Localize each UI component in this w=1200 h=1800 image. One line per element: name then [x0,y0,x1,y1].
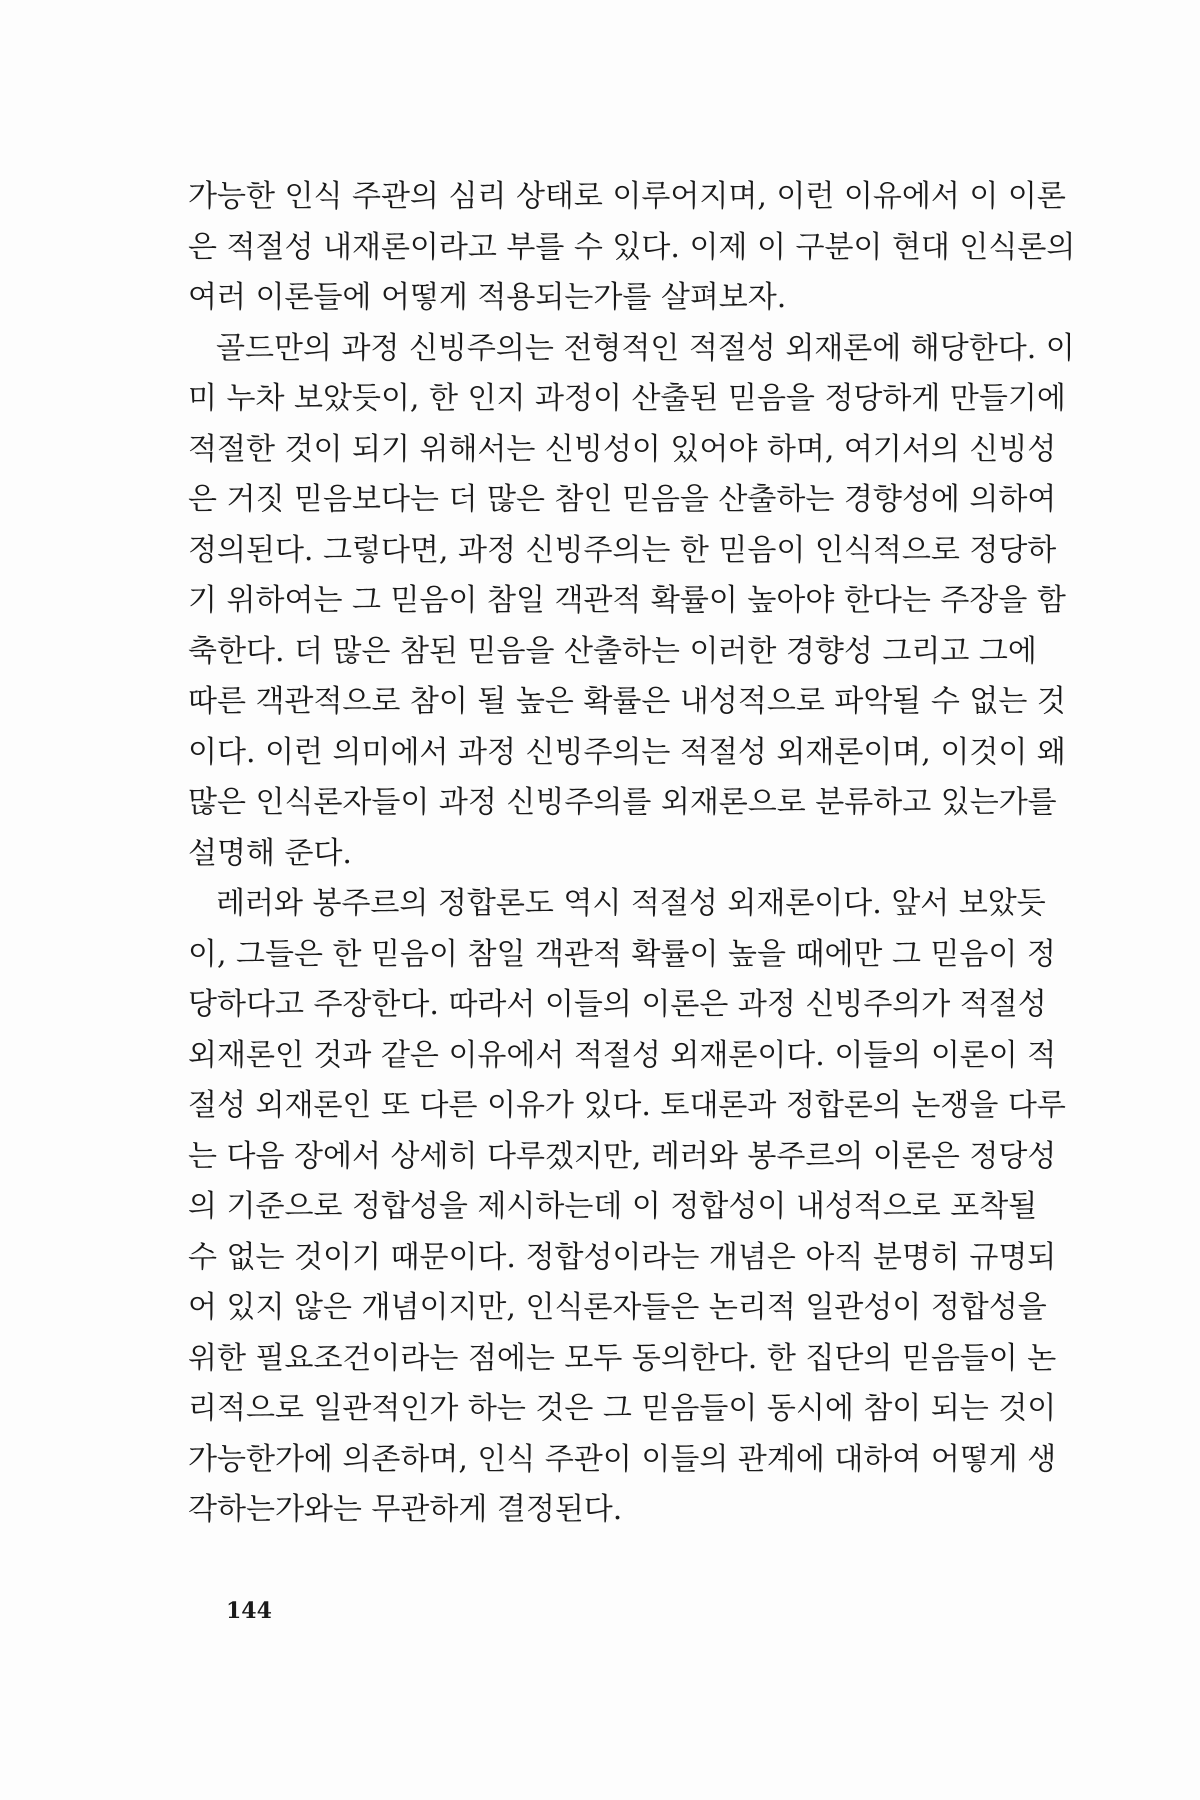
text-line: 의 기준으로 정합성을 제시하는데 이 정합성이 내성적으로 포착될 [188,1189,1038,1224]
text-line: 어 있지 않은 개념이지만, 인식론자들은 논리적 일관성이 정합성을 [188,1290,1047,1325]
text-line: 레러와 봉주르의 정합론도 역시 적절성 외재론이다. 앞서 보았듯 [216,886,1046,921]
text-line: 따른 객관적으로 참이 될 높은 확률은 내성적으로 파악될 수 없는 것 [188,684,1066,719]
text-line: 여러 이론들에 어떻게 적용되는가를 살펴보자. [188,280,787,315]
text-line: 설명해 준다. [188,835,352,871]
text-line: 기 위하여는 그 믿음이 참일 객관적 확률이 높아야 한다는 주장을 함 [188,583,1066,618]
text-line: 절성 외재론인 또 다른 이유가 있다. 토대론과 정합론의 논쟁을 다루 [188,1088,1066,1123]
body-text [188,172,1076,1536]
text-line: 미 누차 보았듯이, 한 인지 과정이 산출된 믿음을 정당하게 만들기에 [188,381,1066,416]
paragraph-1 [188,172,1076,324]
paragraph-3 [188,879,1066,1536]
text-line: 외재론인 것과 같은 이유에서 적절성 외재론이다. 이들의 이론이 적 [188,1037,1057,1073]
text-line: 는 다음 장에서 상세히 다루겠지만, 레러와 봉주르의 이론은 정당성 [188,1138,1057,1174]
text-line: 위한 필요조건이라는 점에는 모두 동의한다. 한 집단의 믿음들이 논 [188,1340,1057,1376]
text-line: 은 적절성 내재론이라고 부를 수 있다. 이제 이 구분이 현대 인식론의 [188,229,1076,265]
text-line: 적절한 것이 되기 위해서는 신빙성이 있어야 하며, 여기서의 신빙성 [188,431,1057,467]
text-line: 수 없는 것이기 때문이다. 정합성이라는 개념은 아직 분명히 규명되 [188,1239,1057,1275]
text-line: 가능한가에 의존하며, 인식 주관이 이들의 관계에 대하여 어떻게 생 [188,1441,1057,1477]
page-number: 144 [226,1598,272,1624]
text-line: 리적으로 일관적인가 하는 것은 그 믿음들이 동시에 참이 되는 것이 [188,1391,1057,1426]
text-line: 골드만의 과정 신빙주의는 전형적인 적절성 외재론에 해당한다. 이 [216,330,1075,366]
text-line: 은 거짓 믿음보다는 더 많은 참인 믿음을 산출하는 경향성에 의하여 [188,482,1057,517]
text-line: 당하다고 주장한다. 따라서 이들의 이론은 과정 신빙주의가 적절성 [188,987,1047,1022]
text-line: 이다. 이런 의미에서 과정 신빙주의는 적절성 외재론이며, 이것이 왜 [188,734,1066,770]
text-line: 각하는가와는 무관하게 결정된다. [188,1492,623,1527]
text-line: 가능한 인식 주관의 심리 상태로 이루어지며, 이런 이유에서 이 이론 [188,179,1066,214]
text-line: 축한다. 더 많은 참된 믿음을 산출하는 이러한 경향성 그리고 그에 [188,633,1037,669]
text-line: 많은 인식론자들이 과정 신빙주의를 외재론으로 분류하고 있는가를 [188,785,1057,820]
paragraph-2 [188,324,1075,880]
text-line: 이, 그들은 한 믿음이 참일 객관적 확률이 높을 때에만 그 믿음이 정 [188,936,1056,972]
text-line: 정의된다. 그렇다면, 과정 신빙주의는 한 믿음이 인식적으로 정당하 [188,532,1057,568]
